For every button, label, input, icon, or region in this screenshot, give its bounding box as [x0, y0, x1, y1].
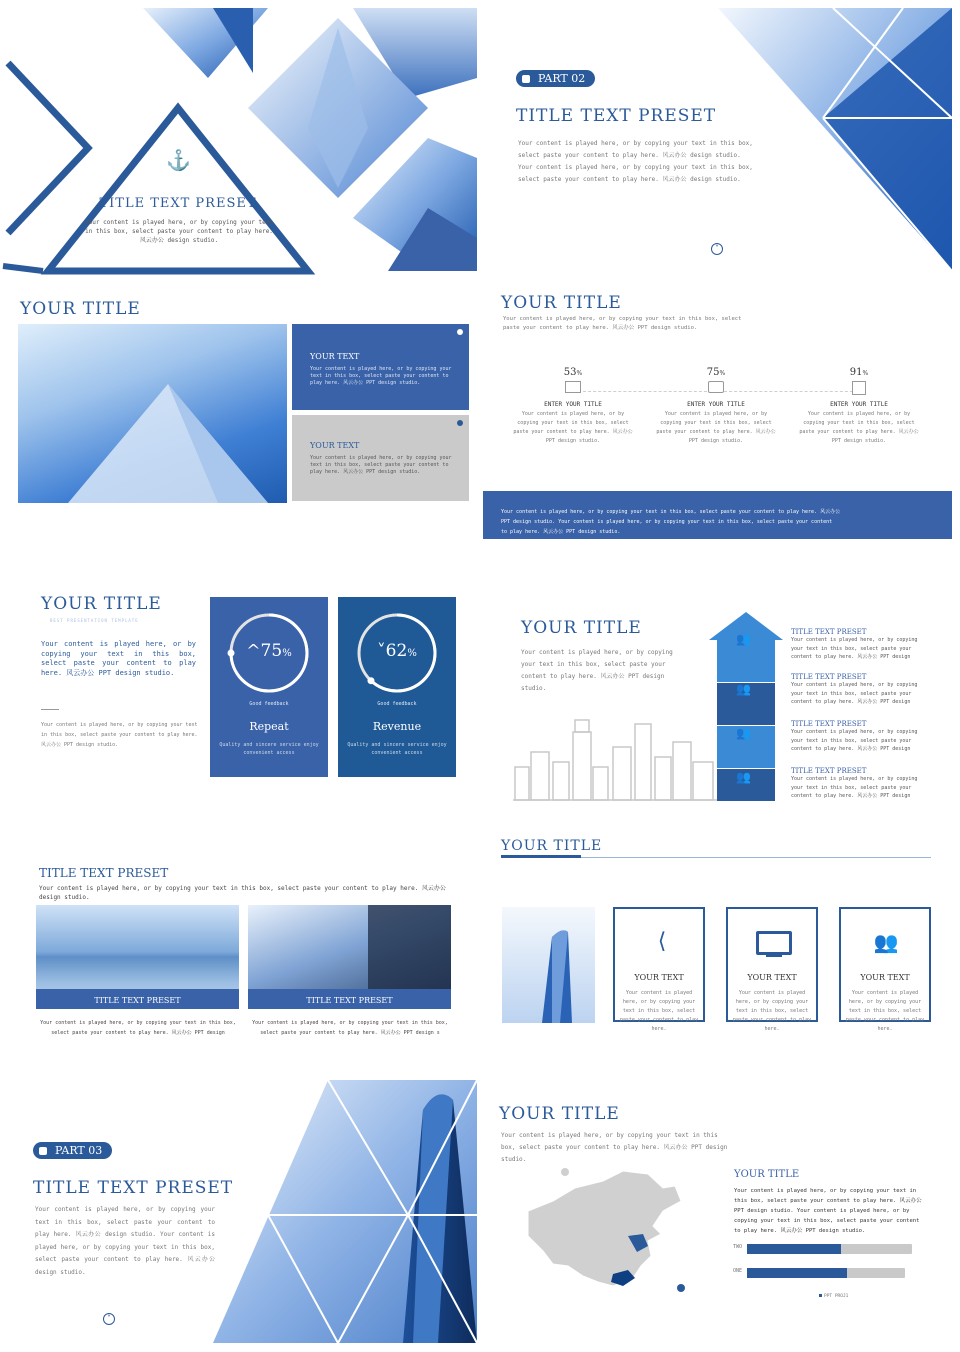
slide-5-title: YOUR TITLE — [41, 594, 162, 614]
slide-3-title: YOUR TITLE — [20, 299, 141, 319]
gauge-desc-1: Quality and sincere service enjoy convenient access — [219, 742, 319, 756]
photo-building — [248, 905, 451, 1009]
chevron-down-icon[interactable]: ˅ — [711, 243, 723, 255]
photo-lake — [36, 905, 239, 1009]
bar-label-two: TWO — [733, 1244, 743, 1250]
slide-7 — [8, 838, 477, 1101]
step-3-label: ENTER YOUR TITLE — [830, 401, 888, 408]
anchor-icon: ⚓ — [166, 148, 191, 172]
list-item-title: TITLE TEXT PRESET — [791, 628, 867, 636]
step-2-value: 75% — [706, 367, 726, 378]
slide-4 — [483, 285, 952, 548]
list-item-title: TITLE TEXT PRESET — [791, 767, 867, 775]
slide-10-body: Your content is played here, or by copying your text in this box, select paste your content to play here. 风云办公 PPT design studio. — [501, 1132, 728, 1163]
slide-10-sub-body: Your content is played here, or by copying your text in this box, select paste your content to play here. 风云办公 PPT design studio. Your content is played here, or by copying your text in this box, select paste your content to play here. 风云办公 PPT design studio. — [734, 1188, 922, 1234]
info-card-2-title: YOUR TEXT — [310, 441, 360, 450]
feature-card-2 — [726, 907, 818, 1032]
gauge-caption-2: Good feedback — [377, 701, 417, 707]
info-card-2-body: Your content is played here, or by copying your text in this box, select paste your content to play here. 风云办公 PPT design studio. — [310, 455, 452, 475]
slide-10 — [483, 1096, 952, 1343]
feature-card-1-title: YOUR TEXT — [634, 973, 684, 982]
slide-5 — [8, 562, 477, 825]
china-map — [513, 1166, 703, 1301]
slide-9 — [8, 1080, 477, 1343]
slide-9-title: TITLE TEXT PRESET — [33, 1178, 234, 1198]
monitor-icon — [756, 931, 792, 955]
people-icon: 👥 — [736, 770, 751, 784]
tower-block-1 — [717, 640, 775, 682]
city-skyline — [513, 712, 718, 802]
slide-4-title: YOUR TITLE — [501, 293, 622, 313]
list-item — [791, 628, 921, 662]
list-item-title: TITLE TEXT PRESET — [791, 720, 867, 728]
building-photo — [18, 324, 287, 503]
feature-card-3-body: Your content is played here, or by copying your text in this box, select paste your content to play here. — [845, 990, 925, 1032]
gauge-label-1: Repeat — [249, 720, 289, 733]
feature-card-2-title: YOUR TEXT — [747, 973, 797, 982]
share-icon: ⟨ — [657, 929, 667, 954]
gauge-card-1 — [210, 597, 328, 777]
slide-5-body: Your content is played here, or by copying your text in this box, select paste your content to play here. 风云办公 PPT design studio. — [41, 722, 198, 748]
progress-bar-one — [747, 1268, 905, 1278]
document-icon — [852, 381, 866, 395]
slide-3 — [8, 285, 477, 548]
info-card-1 — [292, 324, 469, 410]
slide-6 — [483, 562, 952, 825]
people-icon: 👥 — [736, 632, 751, 646]
step-3-value: 91% — [849, 367, 869, 378]
gauge-desc-2: Quality and sincere service enjoy convenient access — [347, 742, 447, 756]
part-badge: PART 02 — [516, 70, 595, 87]
slide-10-subtitle: YOUR TITLE — [734, 1169, 800, 1180]
list-item-title: TITLE TEXT PRESET — [791, 673, 867, 681]
slide-7-title: TITLE TEXT PRESET — [39, 866, 169, 880]
slide-1-body: Your content is played here, or by copying your text in this box, select paste your content to play here. 风云办公 design studio. — [85, 219, 273, 244]
slide-1 — [8, 8, 477, 271]
gauge-caption-1: Good feedback — [249, 701, 289, 707]
step-2-label: ENTER YOUR TITLE — [687, 401, 745, 408]
people-icon: 👥 — [736, 726, 751, 740]
slide-10-title: YOUR TITLE — [499, 1104, 620, 1124]
progress-fill-one — [747, 1268, 847, 1278]
list-item — [791, 767, 921, 801]
chevron-down-icon[interactable]: ˅ — [103, 1313, 115, 1325]
title-rule-accent — [501, 855, 581, 858]
slide-2 — [483, 8, 952, 271]
slide-2-body: Your content is played here, or by copying your text in this box, select paste your content to play here. 风云办公 design studio. Your content is played here, or by copying your text in this box, select paste your content to play here. 风云办公 design studio. — [518, 140, 753, 183]
progress-fill-two — [747, 1244, 841, 1254]
people-icon: 👥 — [873, 930, 899, 954]
divider — [41, 709, 59, 710]
list-item — [791, 673, 921, 707]
feature-card-1-body: Your content is played here, or by copying your text in this box, select paste your content to play here. — [619, 990, 699, 1032]
slide-6-body: Your content is played here, or by copying your text in this box, select paste your content to play here. 风云办公 PPT design studio. — [521, 649, 673, 692]
tower-photo — [502, 907, 595, 1023]
slide-8-title: YOUR TITLE — [501, 838, 603, 854]
list-item-body: Your content is played here, or by copying your text in this box, select paste your content to play here. 风云办公 PPT design — [791, 729, 918, 752]
gauge-knob — [367, 677, 374, 684]
slide-7-body: Your content is played here, or by copying your text in this box, select paste your content to play here. 风云办公 design studio. — [39, 885, 446, 901]
list-item-body: Your content is played here, or by copying your text in this box, select paste your content to play here. 风云办公 PPT design — [791, 637, 918, 660]
gauge-value-2: ˅62% — [377, 641, 417, 661]
gauge-card-2 — [338, 597, 456, 777]
info-card-1-body: Your content is played here, or by copying your text in this box, select paste your content to play here. 风云办公 PPT design studio. — [310, 366, 452, 386]
briefcase-icon — [565, 381, 581, 393]
step-1-body: Your content is played here, or by copying your text in this box, select paste your content to play here. 风云办公 PPT design studio. — [513, 411, 633, 444]
progress-bar-two — [747, 1244, 912, 1254]
slide-9-body: Your content is played here, or by copying your text in this box, select paste your content to play here. 风云办公 design studio. Your content is played here, or by copying your text in this box, select paste your content to play here. 风云办公 design studio. — [35, 1206, 215, 1276]
step-1-value: 53% — [563, 367, 583, 378]
photo-building-caption: TITLE TEXT PRESET — [306, 996, 393, 1005]
part-badge: PART 03 — [33, 1142, 112, 1159]
footer-text: Your content is played here, or by copying your text in this box, select paste your content to play here. 风云办公 PPT design studio. Your content is played here, or by copying your text in this box, select paste your content to play here. 风云办公 PPT design studio. — [501, 509, 841, 535]
slide-8 — [483, 838, 952, 1101]
info-card-1-title: YOUR TEXT — [310, 352, 360, 361]
list-item-body: Your content is played here, or by copying your text in this box, select paste your content to play here. 风云办公 PPT design — [791, 682, 918, 705]
feature-card-3 — [839, 907, 931, 1032]
feature-card-2-body: Your content is played here, or by copying your text in this box, select paste your content to play here. — [732, 990, 812, 1032]
list-item — [791, 720, 921, 754]
slide-6-title: YOUR TITLE — [521, 618, 642, 638]
bar-label-one: ONE — [733, 1268, 743, 1274]
info-card-2 — [292, 415, 469, 501]
slide-4-body: Your content is played here, or by copying your text in this box, select paste your content to play here. 风云办公 PPT design studio. — [503, 316, 742, 331]
feature-card-3-title: YOUR TEXT — [860, 973, 910, 982]
slide-5-subtitle: BEST PRESENTATION TEMPLATE — [50, 618, 139, 623]
timeline-step-2 — [656, 367, 776, 446]
people-icon: 👥 — [736, 682, 751, 696]
step-1-label: ENTER YOUR TITLE — [544, 401, 602, 408]
step-3-body: Your content is played here, or by copying your text in this box, select paste your content to play here. 风云办公 PPT design studio. — [799, 411, 919, 444]
footer-band — [483, 491, 952, 539]
timeline-step-1 — [513, 367, 633, 446]
chart-legend: PPT PROJ1 — [819, 1294, 848, 1299]
camera-icon — [708, 381, 724, 393]
slide-1-title: TITLE TEXT PRESET — [99, 196, 257, 211]
list-item-body: Your content is played here, or by copying your text in this box, select paste your content to play here. 风云办公 PPT design — [791, 776, 918, 799]
slide-5-lead: Your content is played here, or by copying your text in this box, select paste your content to play here. 风云办公 PPT design studio. — [41, 640, 196, 677]
gauge-value-1: ^75% — [246, 641, 292, 661]
feature-card-1 — [613, 907, 705, 1032]
timeline-step-3 — [799, 367, 919, 446]
slide-2-title: TITLE TEXT PRESET — [516, 106, 717, 126]
gauge-label-2: Revenue — [372, 720, 422, 733]
photo-lake-caption: TITLE TEXT PRESET — [94, 996, 181, 1005]
photo-building-body: Your content is played here, or by copying your text in this box, select paste your content to play here. 风云办公 PPT design s — [252, 1020, 448, 1036]
photo-lake-body: Your content is played here, or by copying your text in this box, select paste your content to play here. 风云办公 PPT design — [40, 1020, 236, 1036]
step-2-body: Your content is played here, or by copying your text in this box, select paste your content to play here. 风云办公 PPT design studio. — [656, 411, 776, 444]
